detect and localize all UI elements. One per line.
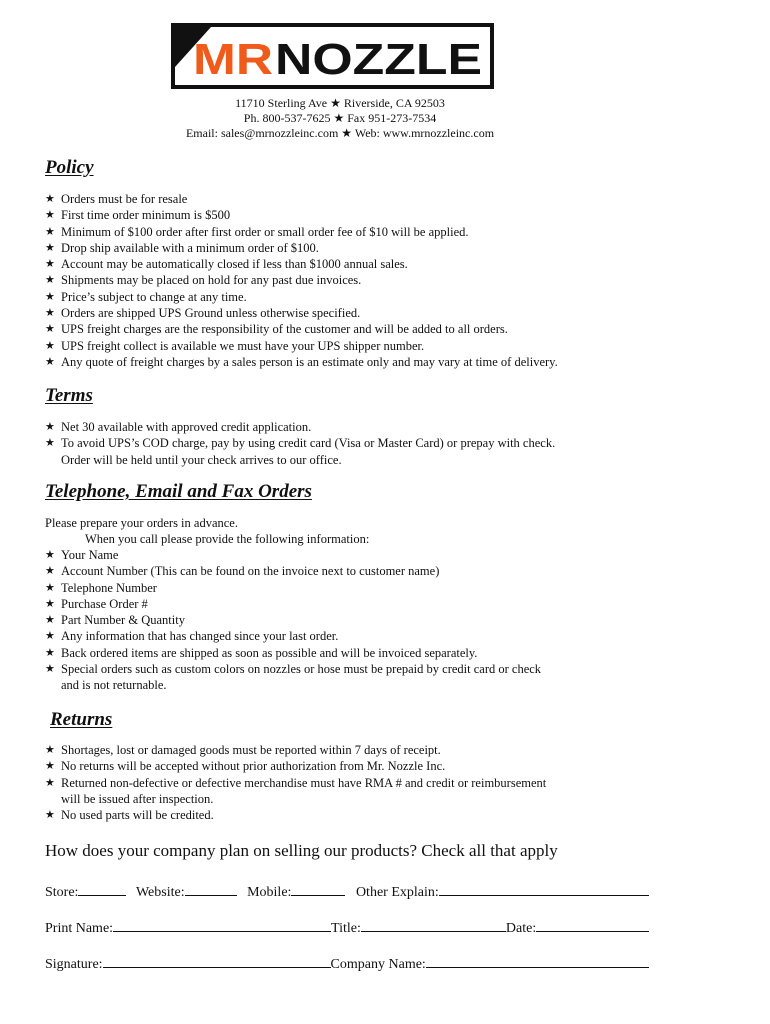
telephone-item-text: Purchase Order #: [61, 596, 148, 611]
company-name-blank[interactable]: [426, 953, 649, 968]
policy-item-text: Account may be automatically closed if less than $1000 annual sales.: [61, 257, 408, 272]
star-bullet-icon: ★: [45, 760, 55, 773]
policy-item-text: Orders are shipped UPS Ground unless otherwise specified.: [61, 306, 361, 321]
signature-blank[interactable]: [103, 953, 331, 968]
list-item: [45, 256, 735, 272]
star-bullet-icon: ★: [45, 437, 55, 450]
list-item: [45, 435, 735, 468]
mobile-blank[interactable]: [291, 881, 345, 896]
star-bullet-icon: ★: [45, 744, 55, 756]
company-name-label: Company Name:: [330, 957, 426, 972]
date-blank[interactable]: [536, 917, 649, 932]
sales-channel-row: [45, 881, 649, 901]
star-bullet-icon: ★: [45, 597, 55, 610]
address-line: 11710 Sterling Ave ★ Riverside, CA 92503: [235, 96, 445, 110]
list-item: [45, 547, 735, 563]
list-item: [45, 289, 735, 305]
star-bullet-icon: ★: [45, 339, 55, 352]
title-blank[interactable]: [361, 917, 506, 932]
logo-mr-text: MR: [193, 35, 273, 84]
star-bullet-icon: ★: [45, 614, 55, 627]
list-item: [45, 628, 735, 644]
list-item: [45, 272, 735, 288]
store-blank[interactable]: [78, 881, 126, 896]
telephone-item-text: Account Number (This can be found on the invoice next to customer name): [61, 564, 440, 579]
title-label: Title:: [331, 921, 361, 936]
list-item: [45, 191, 735, 207]
star-bullet-icon: ★: [45, 241, 55, 254]
terms-heading: Terms: [45, 385, 93, 406]
list-item: [45, 758, 735, 774]
policy-item-text: Minimum of $100 order after first order or small order fee of $10 will be applied.: [61, 224, 469, 239]
signature-row: [45, 953, 649, 973]
company-logo: [171, 23, 494, 89]
star-bullet-icon: ★: [45, 323, 55, 336]
other-explain-label: Other Explain:: [355, 885, 439, 900]
star-bullet-icon: ★: [45, 630, 55, 643]
list-item: [45, 240, 735, 256]
telephone-intro: Please prepare your orders in advance.: [45, 516, 238, 530]
star-bullet-icon: ★: [45, 193, 55, 205]
date-label: Date:: [505, 921, 537, 936]
returns-item-text: Returned non-defective or defective merchandise must have RMA # and credit or reimbursement: [61, 775, 547, 790]
policy-item-text: Drop ship available with a minimum order of $100.: [61, 240, 319, 255]
email-web-line: Email: sales@mrnozzleinc.com ★ Web: www.mrnozzleinc.com: [185, 126, 495, 140]
list-item: [45, 224, 735, 240]
store-label: Store:: [45, 885, 79, 900]
phone-fax-line: Ph. 800-537-7625 ★ Fax 951-273-7534: [243, 111, 437, 125]
star-bullet-icon: ★: [45, 663, 55, 675]
terms-item-text: To avoid UPS’s COD charge, pay by using credit card (Visa or Master Card) or prepay with check.: [61, 436, 556, 451]
telephone-intro-sub: When you call please provide the following information:: [85, 532, 370, 546]
policy-item-text: First time order minimum is $500: [61, 208, 231, 223]
policy-item-text: Shipments may be placed on hold for any past due invoices.: [61, 273, 362, 288]
star-bullet-icon: ★: [45, 776, 55, 789]
list-item: [45, 321, 735, 337]
policy-item-text: Orders must be for resale: [61, 192, 188, 206]
print-name-blank[interactable]: [113, 917, 331, 932]
star-bullet-icon: ★: [45, 421, 55, 433]
list-item: [45, 596, 735, 612]
signature-label: Signature:: [45, 957, 103, 972]
print-name-label: Print Name:: [45, 921, 114, 936]
returns-item-continuation: will be issued after inspection.: [61, 791, 214, 806]
policy-list: [45, 191, 735, 370]
sales-channel-question: How does your company plan on selling our products? Check all that apply: [45, 841, 558, 860]
star-bullet-icon: ★: [45, 258, 55, 271]
policy-item-text: UPS freight charges are the responsibility of the customer and will be added to all orders.: [61, 322, 508, 337]
star-bullet-icon: ★: [45, 646, 55, 659]
returns-heading: Returns: [50, 709, 113, 730]
terms-item-text: Net 30 available with approved credit application.: [61, 420, 312, 434]
star-bullet-icon: ★: [45, 355, 55, 368]
star-bullet-icon: ★: [45, 565, 55, 578]
telephone-item-text: Telephone Number: [61, 580, 157, 595]
telephone-item-text: Special orders such as custom colors on nozzles or hose must be prepaid by credit card or check: [61, 662, 542, 676]
star-bullet-icon: ★: [45, 809, 55, 822]
star-bullet-icon: ★: [45, 307, 55, 320]
returns-list: [45, 742, 735, 823]
returns-item-text: No used parts will be credited.: [61, 808, 214, 823]
list-item: [45, 563, 735, 579]
logo-graphic: [175, 27, 490, 85]
star-bullet-icon: ★: [45, 274, 55, 287]
list-item: [45, 645, 735, 661]
terms-item-continuation: Order will be held until your check arrives to our office.: [61, 452, 342, 467]
star-bullet-icon: ★: [45, 549, 55, 561]
website-label: Website:: [135, 885, 185, 900]
returns-item-text: No returns will be accepted without prior authorization from Mr. Nozzle Inc.: [61, 759, 446, 774]
telephone-item-text: Your Name: [61, 548, 119, 562]
website-blank[interactable]: [185, 881, 237, 896]
terms-list: [45, 419, 735, 468]
logo-nozzle-text: NOZZLE: [275, 35, 482, 84]
list-item: [45, 207, 735, 223]
print-name-row: [45, 917, 649, 937]
telephone-item-text: Back ordered items are shipped as soon as possible and will be invoiced separately.: [61, 645, 478, 660]
mobile-label: Mobile:: [247, 885, 292, 900]
star-bullet-icon: ★: [45, 581, 55, 594]
telephone-special-list: [45, 661, 735, 694]
star-bullet-icon: ★: [45, 209, 55, 222]
list-item: [45, 419, 735, 435]
telephone-item-text: Any information that has changed since your last order.: [61, 629, 339, 644]
list-item: [45, 742, 735, 758]
telephone-item-continuation: and is not returnable.: [61, 678, 167, 693]
list-item: [45, 354, 735, 370]
list-item: [45, 305, 735, 321]
policy-item-text: Price’s subject to change at any time.: [61, 289, 247, 304]
telephone-info-list: [45, 547, 735, 661]
other-explain-blank[interactable]: [439, 881, 649, 896]
telephone-item-text: Part Number & Quantity: [61, 613, 185, 628]
list-item: [45, 338, 735, 354]
list-item: [45, 580, 735, 596]
list-item: [45, 661, 735, 694]
telephone-orders-heading: Telephone, Email and Fax Orders: [45, 481, 312, 502]
list-item: [45, 612, 735, 628]
list-item: [45, 807, 735, 823]
policy-heading: Policy: [45, 157, 94, 178]
policy-item-text: UPS freight collect is available we must have your UPS shipper number.: [61, 338, 425, 353]
returns-item-text: Shortages, lost or damaged goods must be reported within 7 days of receipt.: [61, 743, 441, 757]
star-bullet-icon: ★: [45, 225, 55, 238]
list-item: [45, 775, 735, 808]
policy-item-text: Any quote of freight charges by a sales person is an estimate only and may vary at time of delivery.: [61, 354, 558, 369]
star-bullet-icon: ★: [45, 290, 55, 303]
